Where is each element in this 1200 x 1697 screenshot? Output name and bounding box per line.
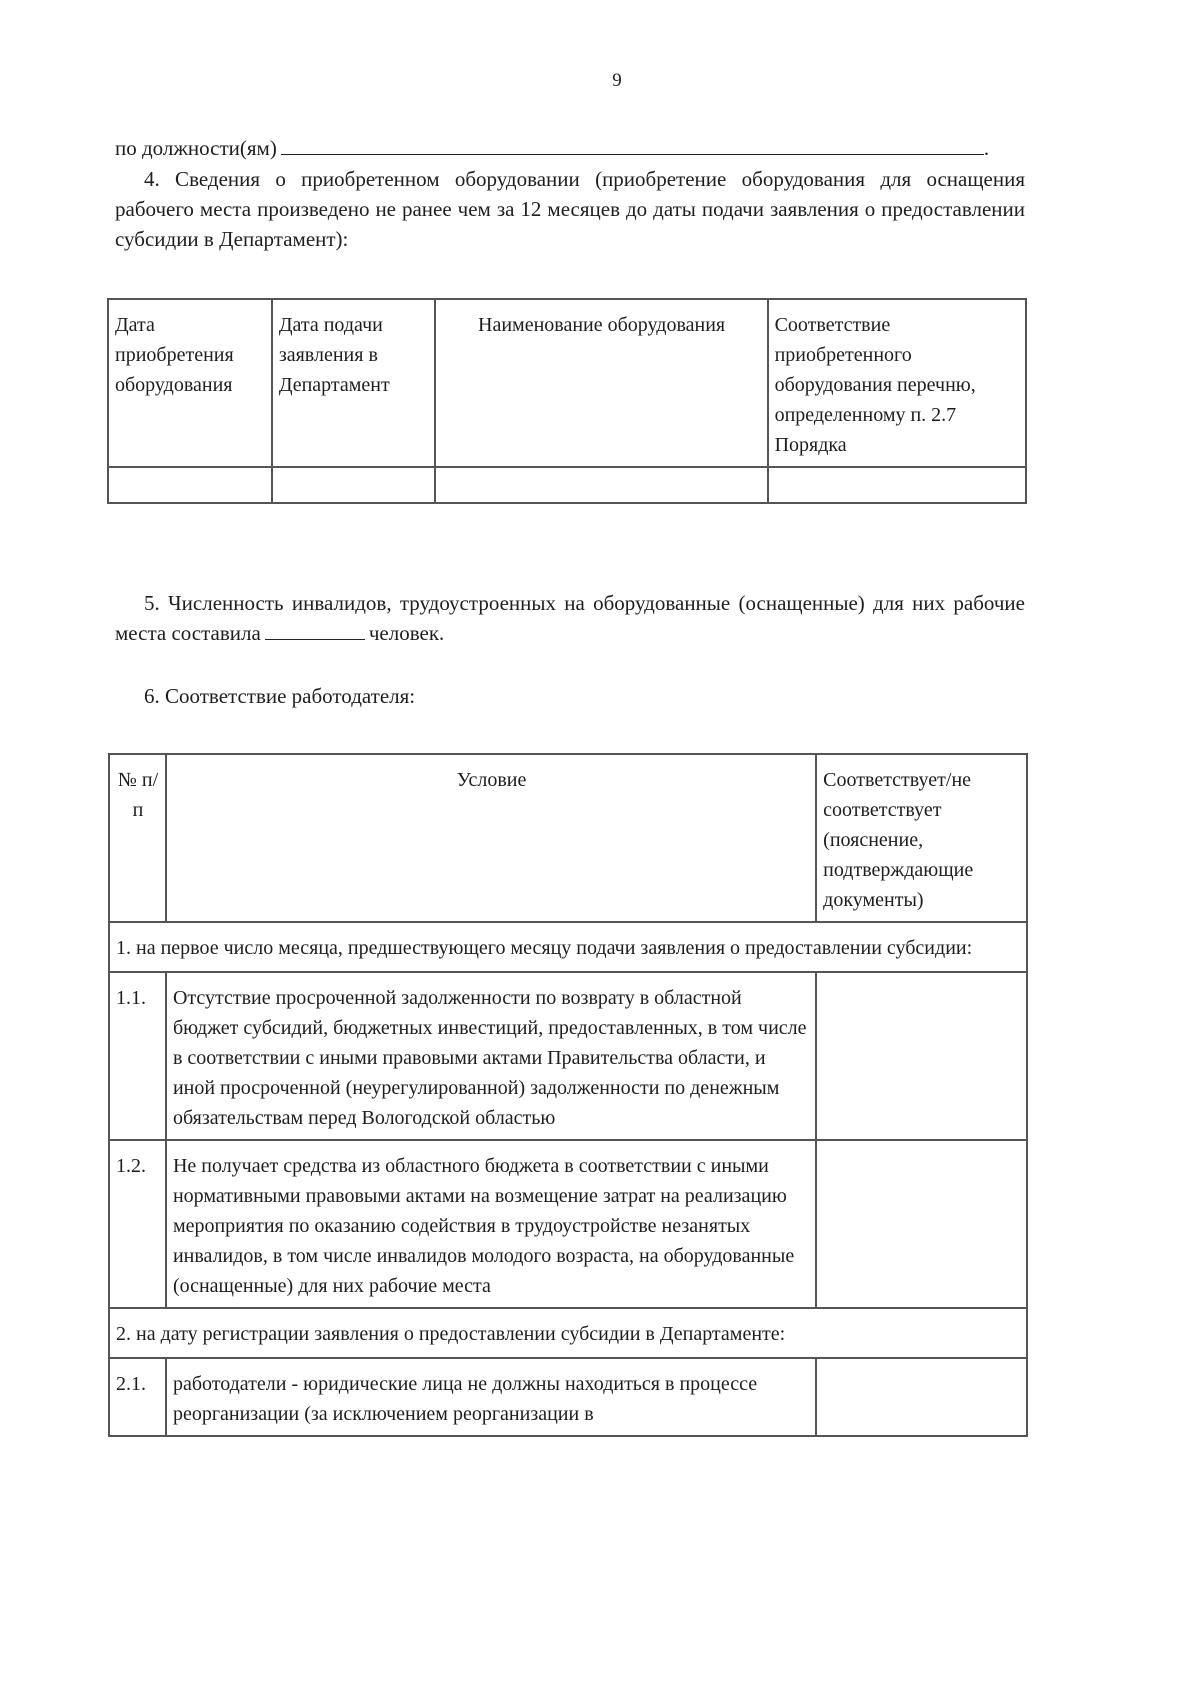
- header-compliance-status: Соответствует/не соответствует (пояснение, подтверждающие документы): [816, 754, 1027, 922]
- condition-text: работодатели - юридические лица не должны находиться в процессе реорганизации (за исключением реорганизации в: [166, 1358, 816, 1436]
- position-blank-field[interactable]: [281, 134, 984, 155]
- header-purchase-date: Дата приобретения оборудования: [108, 299, 272, 467]
- cell-equipment-name[interactable]: [435, 467, 768, 503]
- section-6-paragraph: 6. Соответствие работодателя:: [144, 684, 416, 708]
- section-row-2: [109, 1308, 1027, 1358]
- compliance-table-header: [109, 754, 1027, 922]
- condition-row-1-2: [109, 1140, 1027, 1308]
- section-1-title: 1. на первое число месяца, предшествующего месяцу подачи заявления о предоставлении субсидии:: [109, 922, 1027, 972]
- cell-compliance[interactable]: [768, 467, 1026, 503]
- position-label: по должности(ям): [115, 136, 277, 160]
- header-application-date: Дата подачи заявления в Департамент: [272, 299, 435, 467]
- condition-row-2-1: [109, 1358, 1027, 1436]
- compliance-cell[interactable]: [816, 1358, 1027, 1436]
- section-2-title: 2. на дату регистрации заявления о предоставлении субсидии в Департаменте:: [109, 1308, 1027, 1358]
- cell-purchase-date[interactable]: [108, 467, 272, 503]
- header-equipment-name: Наименование оборудования: [435, 299, 768, 467]
- disabled-count-blank-field[interactable]: [265, 619, 365, 640]
- section-5-unit: человек.: [368, 621, 445, 645]
- compliance-cell[interactable]: [816, 972, 1027, 1140]
- cell-application-date[interactable]: [272, 467, 435, 503]
- position-line: [115, 133, 1025, 163]
- condition-row-1-1: [109, 972, 1027, 1140]
- compliance-cell[interactable]: [816, 1140, 1027, 1308]
- row-number: 1.1.: [109, 972, 166, 1140]
- page-number: 9: [612, 70, 622, 91]
- section-row-1: [109, 922, 1027, 972]
- equipment-table: [107, 298, 1027, 504]
- row-number: 1.2.: [109, 1140, 166, 1308]
- equipment-table-header: [108, 299, 1026, 467]
- section-5-paragraph: [115, 588, 1025, 648]
- row-number: 2.1.: [109, 1358, 166, 1436]
- header-number: № п/п: [109, 754, 166, 922]
- section-4-paragraph: 4. Сведения о приобретенном оборудовании (приобретение оборудования для оснащения рабочего места произведено не ранее чем за 12 месяцев до даты подачи заявления о предоставлении субсидии в Департамент):: [115, 167, 1025, 251]
- condition-text: Не получает средства из областного бюджета в соответствии с иными нормативными правовыми актами на возмещение затрат на реализацию мероприятия по оказанию содействия в трудоустройстве незанятых инвалидов, в том числе инвалидов молодого возраста, на оборудованные (оснащенные) для них рабочие места: [166, 1140, 816, 1308]
- position-line-end: .: [983, 136, 990, 160]
- section-5-text: 5. Численность инвалидов, трудоустроенных на оборудованные (оснащенные) для них рабочие места составила: [115, 591, 1025, 645]
- condition-text: Отсутствие просроченной задолженности по возврату в областной бюджет субсидий, бюджетных инвестиций, предоставленных, в том числе в соответствии с иными правовыми актами Правительства области, и иной просроченной (неурегулированной) задолженности по денежным обязательствам перед Вологодской областью: [166, 972, 816, 1140]
- employer-compliance-table: [108, 753, 1028, 1437]
- header-condition: Условие: [166, 754, 816, 922]
- equipment-table-row: [108, 467, 1026, 503]
- header-compliance: Соответствие приобретенного оборудования перечню, определенному п. 2.7 Порядка: [768, 299, 1026, 467]
